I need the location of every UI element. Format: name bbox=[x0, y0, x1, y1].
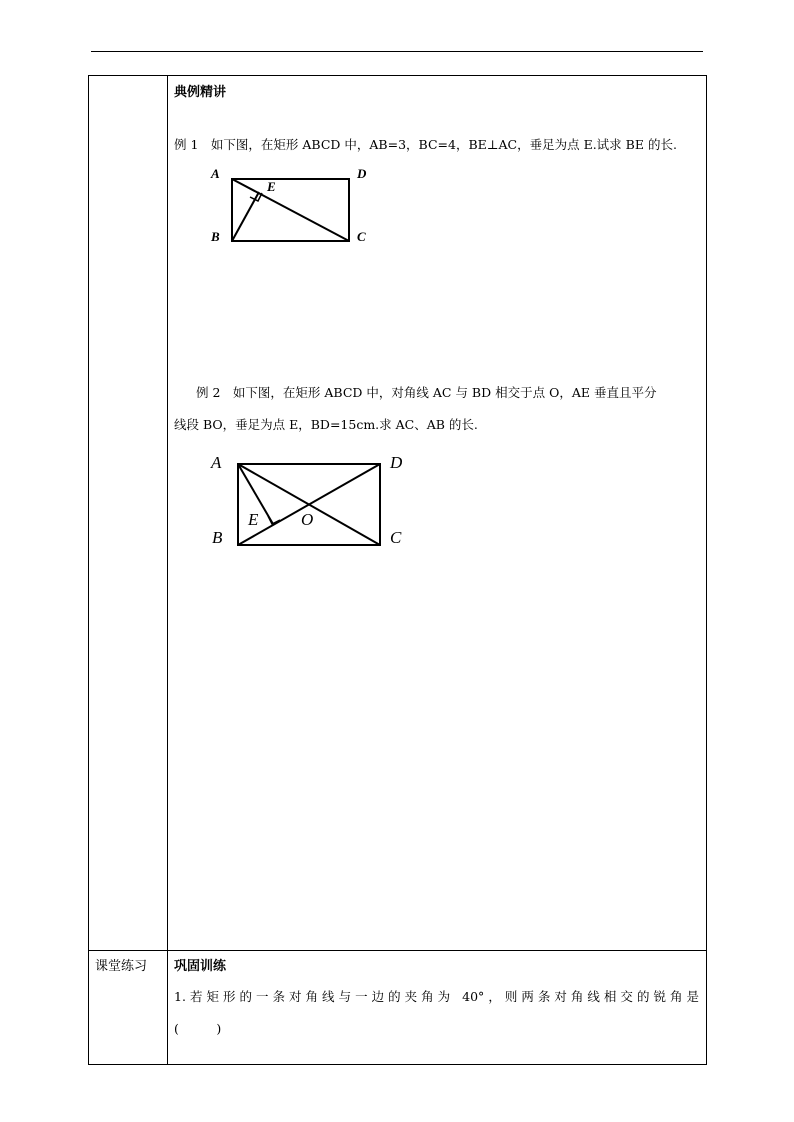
example1-figure bbox=[200, 160, 390, 255]
section-heading-practice: 巩固训练 bbox=[174, 959, 227, 974]
fig1-label-a: A bbox=[211, 166, 220, 181]
example2-figure bbox=[205, 450, 425, 560]
fig1-label-c: C bbox=[357, 229, 366, 244]
fig1-label-b: B bbox=[211, 229, 220, 244]
question1-answer-blank: ( ) bbox=[174, 1021, 222, 1036]
fig2-label-b: B bbox=[212, 528, 223, 547]
fig1-label-d: D bbox=[357, 166, 367, 181]
fig2-label-a: A bbox=[211, 453, 222, 472]
example1-text: 例 1 如下图，在矩形 ABCD 中，AB=3，BC=4，BE⊥AC，垂足为点 E.试求 BE 的长. bbox=[174, 137, 677, 152]
section2-left-label: 课堂练习 bbox=[95, 959, 148, 974]
example2-line1: 例 2 如下图，在矩形 ABCD 中，对角线 AC 与 BD 相交于点 O，AE 垂直且平分 bbox=[196, 385, 657, 400]
fig2-label-o: O bbox=[301, 510, 314, 529]
fig2-label-e: E bbox=[248, 510, 259, 529]
section-heading-examples: 典例精讲 bbox=[174, 85, 227, 100]
section1-left-cell bbox=[88, 75, 168, 951]
question1-line1: 1.若矩形的一条对角线与一边的夹角为 40°，则两条对角线相交的锐角是 bbox=[174, 989, 699, 1004]
example2-line2: 线段 BO，垂足为点 E，BD=15cm.求 AC、AB 的长. bbox=[174, 417, 478, 432]
fig1-label-e: E bbox=[267, 179, 276, 194]
fig2-label-d: D bbox=[390, 453, 403, 472]
section2-right-cell bbox=[167, 950, 707, 1065]
page-header-rule bbox=[91, 51, 703, 52]
fig2-label-c: C bbox=[390, 528, 402, 547]
